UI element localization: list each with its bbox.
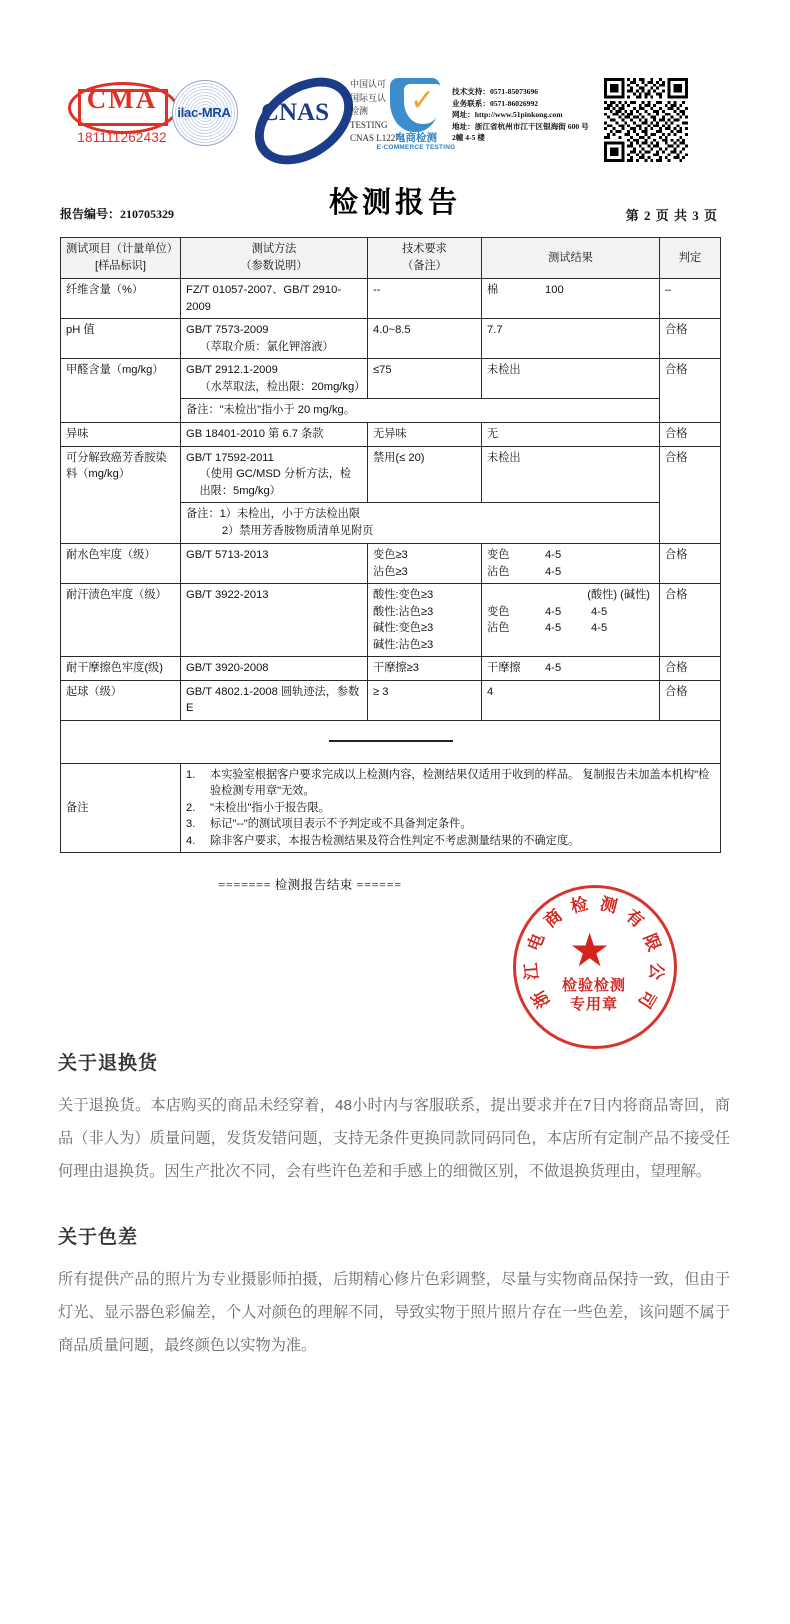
remark-number: 1. bbox=[186, 768, 196, 781]
certification-logo-band bbox=[0, 72, 790, 168]
cell-result bbox=[482, 544, 660, 584]
table-header-row bbox=[61, 238, 721, 279]
column-header-method-line2: （参数说明） bbox=[240, 260, 308, 272]
column-header-requirement bbox=[368, 238, 482, 279]
cma-certificate-number: 181111262432 bbox=[77, 130, 167, 145]
cell-item: 纤维含量（%） bbox=[61, 279, 181, 319]
remark-text: 本实验室根据客户要求完成以上检测内容，检测结果仅适用于收到的样品。 复制报告未加盖本机构"检验检测专用章"无效。 bbox=[210, 768, 710, 797]
cell-requirement: 禁用(≤ 20) bbox=[368, 446, 482, 503]
table-remarks-row bbox=[61, 763, 721, 853]
cell-result: 7.7 bbox=[482, 319, 660, 359]
color-difference-section bbox=[58, 1222, 730, 1362]
requirement-line-2: 沾色≥3 bbox=[373, 565, 408, 578]
column-header-item-line2: [样品标识] bbox=[95, 260, 146, 272]
remark-text: "未检出"指小于报告限。 bbox=[210, 801, 330, 814]
seal-ring-char: 浙 bbox=[528, 986, 554, 1012]
shield-icon bbox=[390, 78, 440, 132]
contact-address-line-2: 2幢 4-5 楼 bbox=[452, 133, 485, 143]
column-header-requirement-line1: 技术要求 bbox=[402, 243, 447, 255]
cell-item: 耐汗渍色牢度（级） bbox=[61, 584, 181, 657]
page-title: 检测报告 bbox=[328, 187, 461, 219]
result-subheader: (酸性) (碱性) bbox=[587, 589, 650, 601]
cell-item: 耐水色牢度（级） bbox=[61, 544, 181, 584]
table-row bbox=[61, 544, 721, 584]
cell-result bbox=[482, 584, 660, 657]
remark-item bbox=[186, 767, 715, 800]
remark-number: 2. bbox=[186, 801, 196, 814]
cell-verdict: 合格 bbox=[660, 359, 721, 423]
remark-number: 4. bbox=[186, 834, 196, 847]
table-row bbox=[61, 446, 721, 503]
table-row bbox=[61, 359, 721, 399]
returns-policy-section bbox=[58, 1048, 730, 1188]
ecommerce-logo-en-text: E-COMMERCE TESTING bbox=[376, 144, 456, 151]
remark-item bbox=[186, 833, 715, 850]
ecommerce-logo-cn-text: 电商检测 bbox=[395, 132, 437, 144]
cma-logo bbox=[62, 80, 182, 156]
requirement-line-1: 变色≥3 bbox=[373, 549, 408, 561]
cell-verdict: 合格 bbox=[660, 680, 721, 720]
cell-verdict: 合格 bbox=[660, 544, 721, 584]
seal-ring-char: 限 bbox=[639, 930, 664, 954]
method-line-1: GB/T 17592-2011 bbox=[186, 451, 274, 464]
cell-requirement: -- bbox=[368, 279, 482, 319]
cell-verdict: 合格 bbox=[660, 657, 721, 681]
seal-ring-char: 公 bbox=[646, 962, 667, 981]
result-value-1: 4-5 bbox=[545, 622, 562, 634]
seal-center-line-1: 检验检测 bbox=[561, 978, 626, 994]
cell-verdict: 合格 bbox=[660, 446, 721, 544]
result-value-1: 4-5 bbox=[545, 549, 562, 561]
cell-method bbox=[181, 446, 368, 503]
cell-item: pH 值 bbox=[61, 319, 181, 359]
result-subrow bbox=[487, 564, 654, 581]
remark-number: 3. bbox=[186, 818, 196, 830]
result-subrow bbox=[487, 547, 654, 564]
result-value-2: 4-5 bbox=[591, 622, 608, 634]
table-row bbox=[61, 279, 721, 319]
cell-requirement: ≤75 bbox=[368, 359, 482, 399]
cell-result bbox=[482, 279, 660, 319]
result-label: 棉 bbox=[487, 284, 499, 296]
seal-ring-char: 江 bbox=[521, 962, 542, 981]
method-line-2: （使用 GC/MSD 分析方法，检出限：5mg/kg） bbox=[199, 468, 352, 497]
cell-method: GB/T 4802.1-2008 圆轨迹法，参数 E bbox=[181, 680, 368, 720]
cnas-caption-line-4: TESTING bbox=[350, 119, 388, 130]
seal-ring-char: 有 bbox=[622, 905, 648, 932]
cell-method: GB/T 3922-2013 bbox=[181, 584, 368, 657]
cnas-caption-line-1: 中国认可 bbox=[350, 79, 387, 89]
qr-code bbox=[604, 78, 688, 162]
result-value: 100 bbox=[545, 284, 564, 296]
contact-business: 业务联系：0571-86026992 bbox=[452, 98, 539, 108]
color-difference-heading: 关于色差 bbox=[58, 1227, 139, 1248]
cell-item: 可分解致癌芳香胺染料（mg/kg） bbox=[61, 446, 181, 544]
note-line-2: 2）禁用芳香胺物质清单见附页 bbox=[221, 525, 374, 537]
requirement-line-4: 碱性:沾色≥3 bbox=[373, 638, 434, 651]
column-header-method-line1: 测试方法 bbox=[251, 243, 297, 255]
star-icon: ★ bbox=[569, 924, 611, 976]
cell-method bbox=[181, 359, 368, 399]
method-line-1: GB/T 2912.1-2009 bbox=[186, 364, 278, 376]
cell-requirement: ≥ 3 bbox=[368, 680, 482, 720]
cell-item: 异味 bbox=[61, 423, 181, 447]
checkmark-icon: ✓ bbox=[410, 84, 436, 117]
lab-contact-info bbox=[452, 86, 622, 144]
divider-cell bbox=[61, 720, 721, 763]
horizontal-rule bbox=[329, 740, 453, 742]
cell-result: 4 bbox=[482, 680, 660, 720]
cnas-logo-text: CNAS bbox=[260, 99, 330, 126]
cell-result: 未检出 bbox=[482, 359, 660, 399]
requirement-line-2: 酸性:沾色≥3 bbox=[373, 605, 434, 618]
cnas-caption-line-2: 国际互认 bbox=[350, 92, 387, 103]
ilac-logo-text: ilac-MRA bbox=[177, 105, 231, 120]
result-label: 沾色 bbox=[487, 565, 510, 578]
page-indicator: 第 2 页 共 3 页 bbox=[625, 208, 718, 223]
note-line-1: 备注：1）未检出，小于方法检出限 bbox=[186, 508, 361, 520]
cell-verdict: – bbox=[660, 279, 721, 319]
cell-verdict: 合格 bbox=[660, 319, 721, 359]
method-line-2: （水萃取法，检出限：20mg/kg） bbox=[199, 380, 366, 393]
cell-result: 未检出 bbox=[482, 446, 660, 503]
result-value-1: 4-5 bbox=[545, 565, 562, 578]
cell-result: 无 bbox=[482, 423, 660, 447]
seal-ring-char: 测 bbox=[598, 894, 620, 917]
cell-requirement: 无异味 bbox=[368, 423, 482, 447]
returns-policy-body: 关于退换货。本店购买的商品未经穿着，48小时内与客服联系，提出要求并在7日内将商品寄回，商品（非人为）质量问题，发货发错问题，支持无条件更换同款同码同色，本店所有定制产品不接受任何理由退换货。因生产批次不同，会有些许色差和手感上的细微区别，不做退换货理由，望理解。 bbox=[58, 1097, 730, 1180]
returns-policy-heading: 关于退换货 bbox=[58, 1053, 159, 1074]
remark-text: 标记"--"的测试项目表示不予判定或不具备判定条件。 bbox=[210, 818, 472, 830]
remark-item bbox=[186, 816, 715, 833]
official-seal bbox=[513, 885, 675, 1047]
contact-tech-support: 技术支持：0571-85073696 bbox=[452, 87, 539, 96]
result-subrow bbox=[487, 620, 654, 637]
column-header-item-line1: 测试项目（计量单位） bbox=[66, 243, 178, 255]
cell-note bbox=[181, 503, 660, 544]
color-difference-body: 所有提供产品的照片为专业摄影师拍摄，后期精心修片色彩调整，尽量与实物商品保持一致，但由于灯光、显示器色彩偏差，个人对颜色的理解不同，导致实物于照片照片存在一些色差，该问题不属于商品质量问题，最终颜色以实物为准。 bbox=[58, 1271, 730, 1354]
contact-address-line-1: 地址：浙江省杭州市江干区银海街 600 号 bbox=[452, 121, 589, 131]
cell-result bbox=[482, 657, 660, 681]
cell-note: 备注："未检出"指小于 20 mg/kg。 bbox=[181, 399, 660, 423]
cell-method: GB/T 3920-2008 bbox=[181, 657, 368, 681]
remarks-body bbox=[181, 763, 721, 853]
result-value: 4-5 bbox=[545, 662, 562, 674]
table-row bbox=[61, 657, 721, 681]
cell-requirement bbox=[368, 584, 482, 657]
cell-verdict: 合格 bbox=[660, 584, 721, 657]
seal-ring-char: 司 bbox=[634, 986, 660, 1012]
cell-requirement: 4.0~8.5 bbox=[368, 319, 482, 359]
remark-item bbox=[186, 800, 715, 817]
seal-ring-char: 电 bbox=[524, 930, 549, 954]
cell-requirement bbox=[368, 544, 482, 584]
cma-logo-text: CMA bbox=[86, 84, 158, 114]
result-value-2: 4-5 bbox=[591, 605, 608, 618]
method-line-1: GB/T 7573-2009 bbox=[186, 324, 269, 336]
result-label: 变色 bbox=[487, 605, 510, 618]
cell-requirement: 干摩擦≥3 bbox=[368, 657, 482, 681]
result-subrow bbox=[487, 604, 654, 621]
table-row bbox=[61, 680, 721, 720]
result-value-1: 4-5 bbox=[545, 605, 562, 618]
table-divider-row bbox=[61, 720, 721, 763]
table-row bbox=[61, 423, 721, 447]
seal-ring-char: 商 bbox=[540, 905, 566, 932]
result-label: 干摩擦 bbox=[487, 662, 521, 674]
column-header-verdict: 判定 bbox=[660, 238, 721, 279]
column-header-item bbox=[61, 238, 181, 279]
cnas-caption-line-5: CNAS L12274 bbox=[350, 133, 405, 143]
cell-verdict: 合格 bbox=[660, 423, 721, 447]
ilac-mra-logo bbox=[172, 80, 238, 146]
result-label: 变色 bbox=[487, 549, 510, 561]
seal-ring-char: 检 bbox=[568, 894, 590, 917]
column-header-requirement-line2: （备注） bbox=[402, 260, 447, 272]
result-label: 沾色 bbox=[487, 622, 510, 634]
cnas-logo bbox=[248, 84, 344, 148]
cell-item: 甲醛含量（mg/kg） bbox=[61, 359, 181, 423]
cell-item: 起球（级） bbox=[61, 680, 181, 720]
cell-item: 耐干摩擦色牢度(级) bbox=[61, 657, 181, 681]
column-header-result: 测试结果 bbox=[482, 238, 660, 279]
seal-center-line-2: 专用章 bbox=[569, 997, 618, 1013]
column-header-method bbox=[181, 238, 368, 279]
table-row bbox=[61, 319, 721, 359]
report-end-marker: ======= 检测报告结束 ====== bbox=[218, 878, 402, 892]
report-number: 报告编号：210705329 bbox=[60, 207, 175, 221]
cnas-caption-line-3: 检测 bbox=[350, 106, 369, 116]
method-line-2: （萃取介质：氯化钾溶液） bbox=[199, 340, 334, 353]
test-results-table bbox=[60, 237, 721, 853]
table-row bbox=[61, 584, 721, 657]
cell-method: GB 18401-2010 第 6.7 条款 bbox=[181, 423, 368, 447]
cell-method bbox=[181, 319, 368, 359]
requirement-line-3: 碱性:变色≥3 bbox=[373, 622, 434, 634]
cell-method: FZ/T 01057-2007、GB/T 2910-2009 bbox=[181, 279, 368, 319]
contact-website: 网址：http://www.51pinkong.com bbox=[452, 110, 563, 120]
requirement-line-1: 酸性:变色≥3 bbox=[373, 589, 434, 601]
remarks-label: 备注 bbox=[61, 763, 181, 853]
cell-method: GB/T 5713-2013 bbox=[181, 544, 368, 584]
remark-text: 除非客户要求，本报告检测结果及符合性判定不考虑测量结果的不确定度。 bbox=[210, 834, 580, 847]
